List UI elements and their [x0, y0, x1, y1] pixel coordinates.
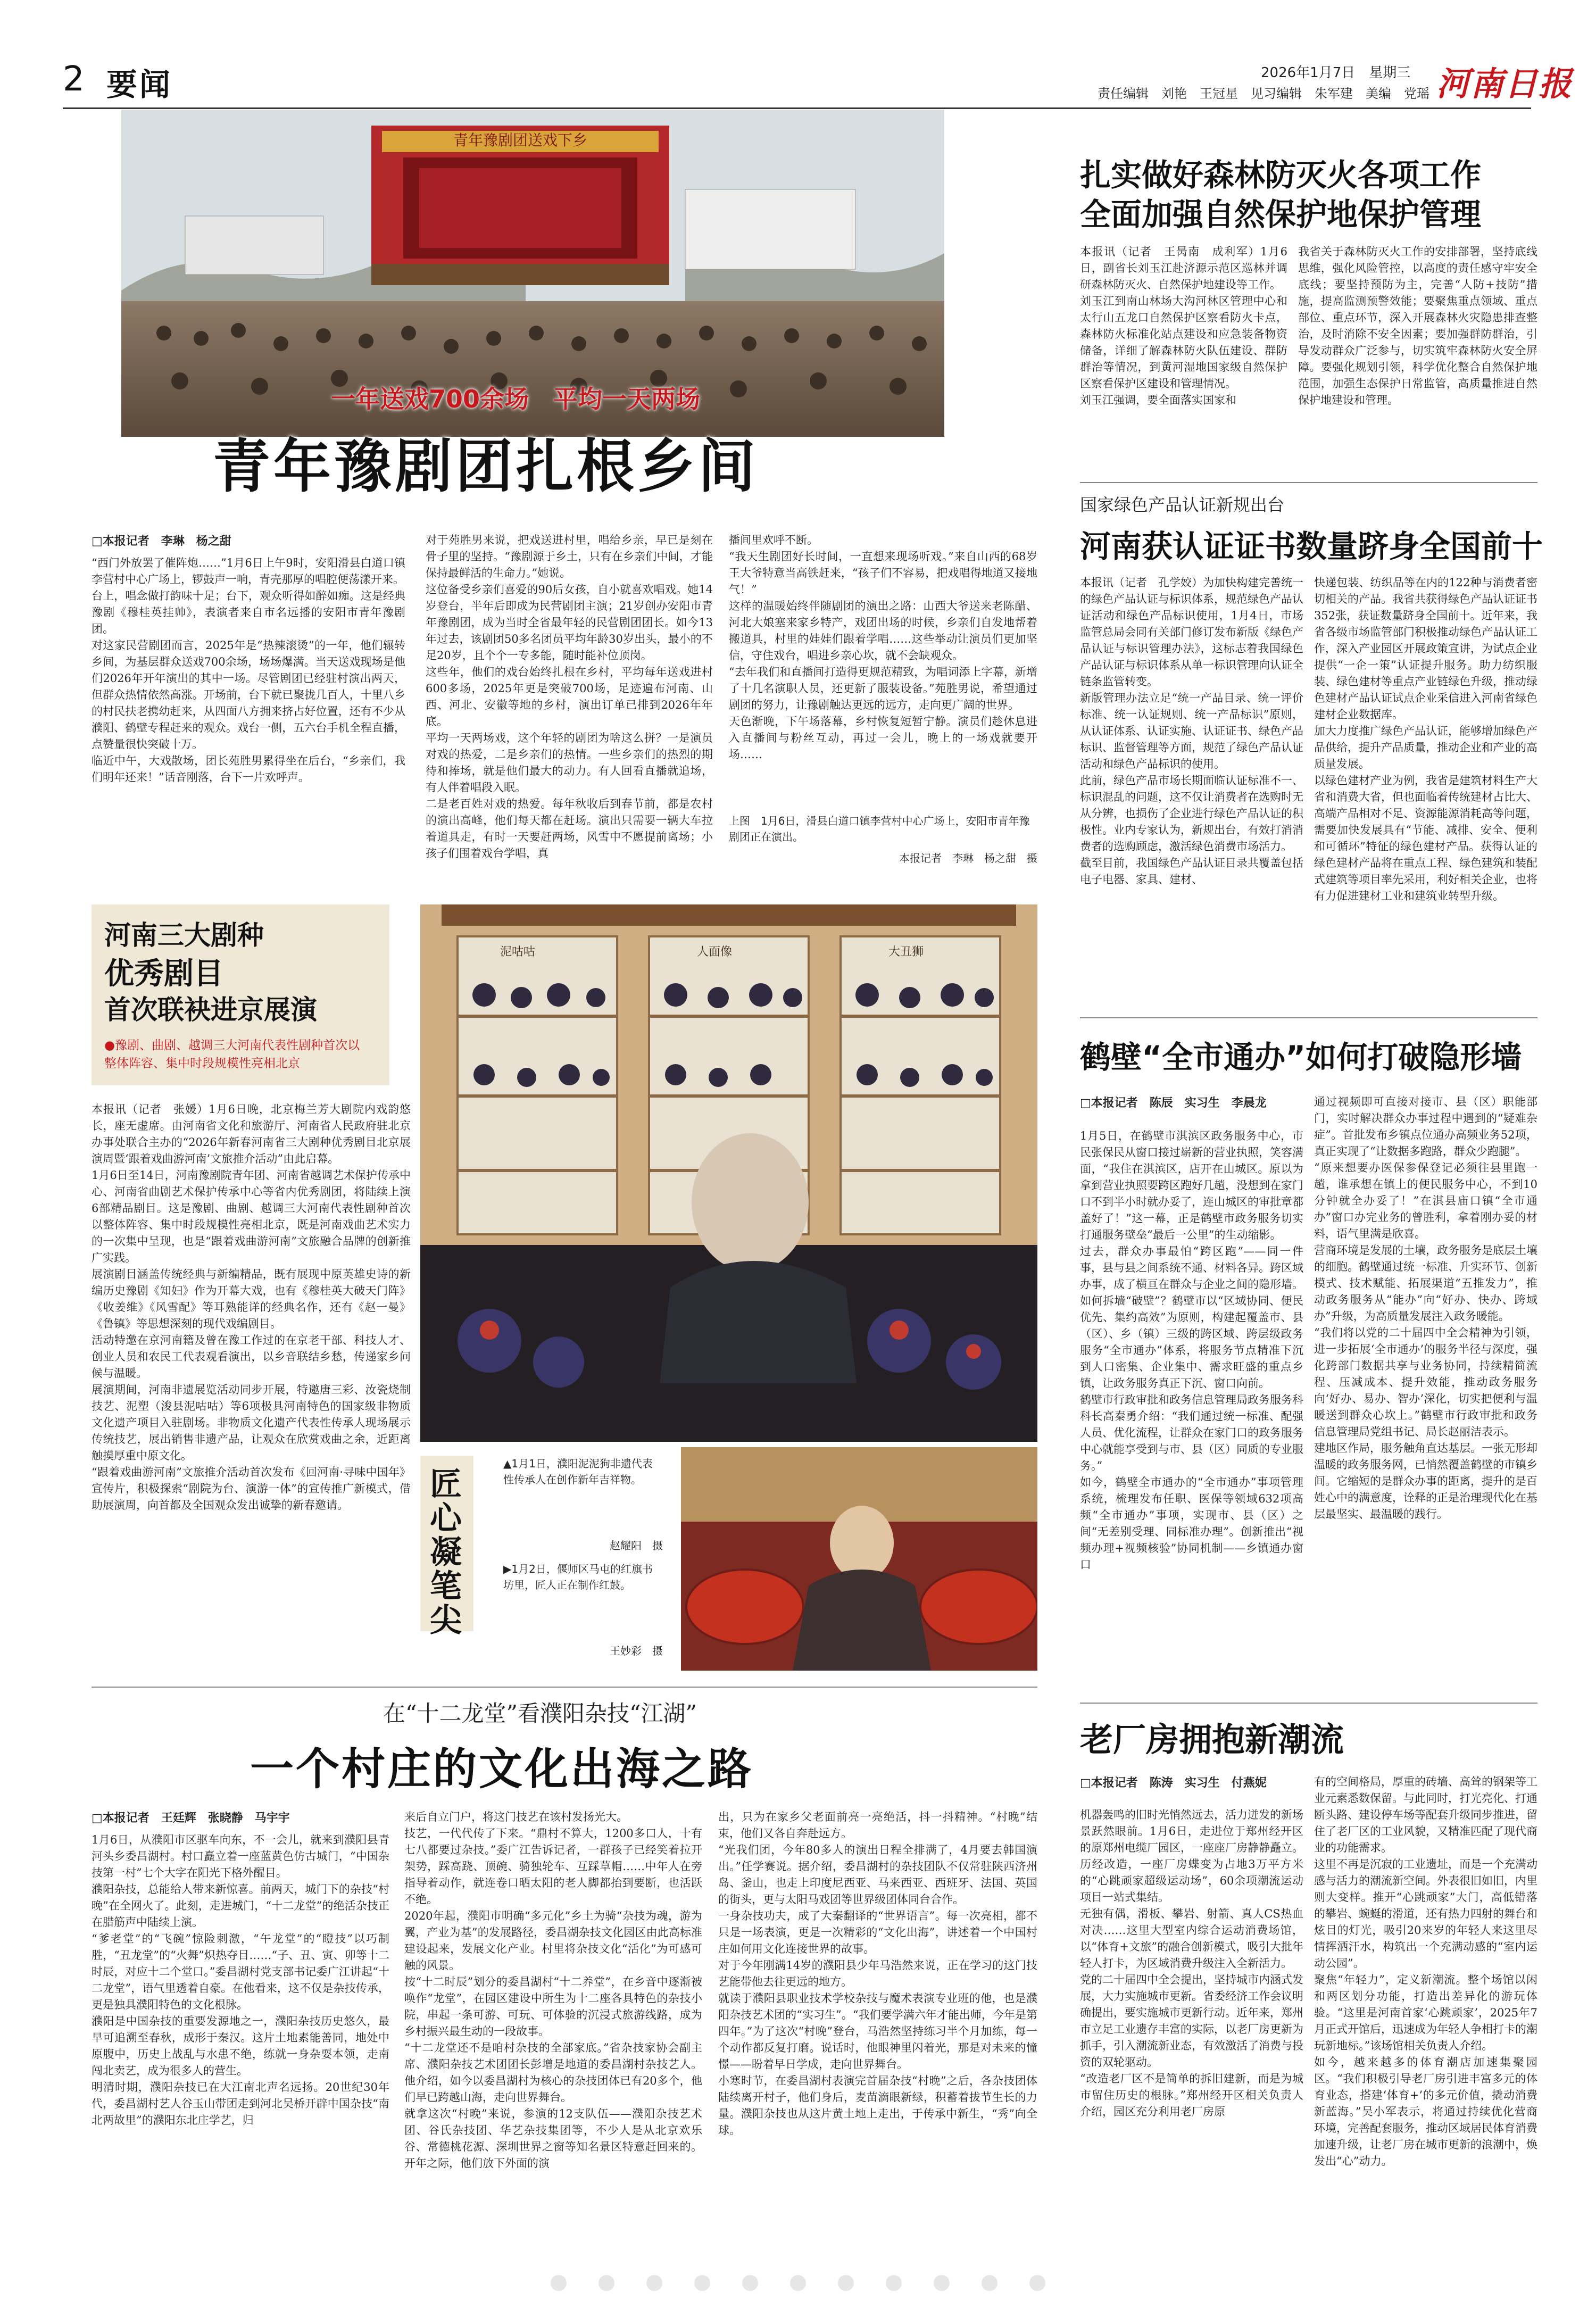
- story6-column-1: 本报讯（记者 孔学姣）为加快构建完善统一的绿色产品认证与标识体系，规范绿色产品认证活动和绿色产品标识使用，1月4日，市场监管总局会同有关部门修订发布新版《绿色产品认证与标识管理办法》，这标志着我国绿色产品认证与标识体系从单一标识管理向认证全链条监管转变。 新版管理办法立足“统一产品目录、统一评价标准、统一认证规则、统一产品标识”原则，从认证体系、认证实施、认证证书、绿色产品标识、监督管理等方面，规范了绿色产品认证活动和绿色产品标识的使用。 此前，绿色产品市场长期面临认证标准不一、标识混乱的问题，这不仅让消费者在选购时无从分辨，也损伤了企业进行绿色产品认证的积极性。业内专家认为，新规出台，有效打消消费者的选购顾虑，激活绿色消费市场活力。 截至目前，我国绿色产品认证目录共覆盖包括电子电器、家具、建材、: [1080, 576, 1303, 886]
- story8-byline: □本报记者 陈涛 实习生 付燕妮: [1080, 1776, 1267, 1790]
- page-dot: [790, 2275, 806, 2291]
- page-dot: [1029, 2275, 1045, 2291]
- header-rule: [63, 107, 1531, 109]
- story4-column-1: 1月6日，从濮阳市区驱车向东，不一会儿，就来到濮阳县青河头乡委昌湖村。村口矗立着一座蓝黄色仿古城门，“中国杂技第一村”七个大字在阳光下格外醒目。 濮阳杂技，总能给人带来新惊喜。前两天，城门下的杂技“村晚”在全网火了。此刻，走进城门，“十二龙堂”的绝活杂技正在腊筋声中陆续上演。 “爹老堂”的“飞碗”惊险刺激，“午龙堂”的“瞪技”以巧制胜，“丑龙堂”的“火舞”炽热夺目……“子、丑、寅、卯等十二时辰，对应十二个堂口。”委昌湖村党支部书记委广江讲起“十二龙堂”，语气里透着自豪。在他看来，这不仅是杂技传承，更是独具濮阳特色的文化根脉。 濮阳是中国杂技的重要发源地之一，濮阳杂技历史悠久，最早可追溯至春秋，成形于秦汉。这片土地素能善同，地处中原腹中，历史上战乱与水患不绝，练就一身杂耍本领，走南闯北卖艺，成为很多人的营生。 明清时期，濮阳杂技已在大江南北声名远扬。20世纪30年代，委昌湖村艺人谷玉山带团走到河北吴桥开辟中国杂技“南北两故里”的濮阳东北庄学艺，归: [92, 1833, 389, 2127]
- story5-headline-1: 扎实做好森林防灭火各项工作: [1080, 157, 1482, 193]
- story5-headline-2: 全面加强自然保护地保护管理: [1080, 196, 1482, 233]
- story3-small-photo: [681, 1447, 1037, 1671]
- story2-headline-2: 优秀剧目: [104, 957, 223, 991]
- story3-credit-1: 赵耀阳 摄: [610, 1539, 663, 1552]
- story8-headline: 老厂房拥抱新潮流: [1080, 1720, 1344, 1759]
- story3-label-char-4: 笔: [430, 1568, 462, 1605]
- story7-column-1: 1月5日，在鹤壁市淇滨区政务服务中心，市民张保民从窗口接过崭新的营业执照，笑容满面，“我住在淇滨区，店开在山城区。原以为拿到营业执照要跨区跑好几趟，没想到在家门口不到半小时就办妥了，连山城区的审批章都盖好了！”这一幕，正是鹤壁市政务服务切实打通服务壁垒“最后一公里”的生动缩影。 过去，群众办事最怕“跨区跑”——同一件事，县与县之间系统不通、材料各异。跨区域办事，成了横亘在群众与企业之间的隐形墙。 如何拆墙“破壁”？鹤壁市以“区域协同、便民优先、集约高效”为原则，构建起覆盖市、县（区）、乡（镇）三级的跨区域、跨层级政务服务“全市通办”体系，将服务节点精准下沉到人口密集、企业集中、需求旺盛的重点乡镇，让政务服务真正下沉、窗口向前。 鹤壁市行政审批和政务信息管理局政务服务科科长高秦勇介绍：“我们通过统一标准、配强人员、优化流程，让群众在家门口的政务服务中心就能享受到与市、县（区）同质的专业服务。” 如今，鹤壁全市通办的“全市通办”事项管理系统，梳理发布任职、医保等领域632项高频“全市通办”事项，实现市、县（区）之间“无差别受理、同标准办理”。创新推出“视频办理+视频核验”协同机制——乡镇通办窗口: [1080, 1130, 1303, 1571]
- story7-column-2: 通过视频即可直接对接市、县（区）职能部门，实时解决群众办事过程中遇到的“疑难杂症”。首批发布乡镇点位通办高频业务52项，真正实现了“让数据多跑路，群众少跑腿”。 “原来想要办医保参保登记必须往县里跑一趟，谁承想在镇上的便民服务中心，不到10分钟就全办妥了！”在淇县庙口镇“全市通办”窗口办完业务的曾胜利，拿着刚办妥的材料，语气里满是欣喜。 营商环境是发展的土壤，政务服务是底层土壤的细胞。鹤壁通过统一标准、升实环节、创新模式、技术赋能、拓展渠道“五推发力”，推动政务服务从“能办”向“好办、快办、跨域办”升级，为高质量发展注入政务暖能。 “我们将以党的二十届四中全会精神为引领，进一步拓展‘全市通办’的服务半径与深度，强化跨部门数据共享与业务协同，持续精简流程、压减成本、提升效能，推动政务服务向‘好办、易办、智办’深化，切实把便利与温暖送到群众心坎上。”鹤壁市行政审批和政务信息管理局党组书记、局长赵丽洁表示。 建地区作局，服务触角直达基层。一张无形却温暖的政务服务网，已悄然覆盖鹤壁的市镇乡间。它缩短的是群众办事的距离，提升的是百姓心中的满意度，诠释的正是治理现代化在基层最坚实、最温暖的践行。: [1314, 1095, 1537, 1521]
- story1-column-1: “西门外放罢了催阵炮……”1月6日上午9时，安阳滑县白道口镇李营村中心广场上，锣鼓声一响，青壳那厚的唱腔便荡漾开来。 台上，唱念做打韵味十足；台下，观众听得如醉如痴。这是经典豫剧《穆桂英挂帅》，表演者来自市名远播的安阳市青年豫剧团。 对这家民营剧团而言，2025年是“热辣滚烫”的一年，他们辗转乡间，为基层群众送戏700余场，场场爆满。当天送戏现场是他们2026年开年演出的其中一场。尽管剧团已经驻村演出两天，但群众热情依然高涨。开场前，台下就已聚拢几百人，十里八乡的村民扶老携幼赶来，从四面八方拥来挤占好位置，还有不少从濮阳、鹤壁专程赶来的观众。戏台一侧，五六台手机全程直播，点赞量很快突破十万。 临近中午，大戏散场，团长苑胜男累得坐在后台，“乡亲们，我们明年还来！”话音刚落，台下一片欢呼声。: [92, 557, 405, 784]
- story1-headline: 青年豫剧团扎根乡间: [213, 434, 759, 500]
- shelf-sign-2: 人面像: [697, 945, 733, 959]
- story2-subhead: ●豫剧、曲剧、越调三大河南代表性剧种首次以整体阵容、集中时段规模性亮相北京: [104, 1039, 360, 1070]
- story3-label-char-3: 凝: [430, 1534, 462, 1571]
- page-dot: [694, 2275, 710, 2291]
- story6-headline: 河南获认证证书数量跻身全国前十: [1080, 528, 1543, 564]
- section-name: 要闻: [106, 67, 173, 103]
- story1-column-2: 对于苑胜男来说，把戏送进村里，唱给乡亲，早已是刻在骨子里的坚持。“豫剧源于乡土，只有在乡亲们中间，才能保持最鲜活的生命力。”她说。 这位备受乡亲们喜爱的90后女孩，自小就喜欢唱戏。她14岁登台，半年后即成为民营剧团主演；21岁创办安阳市青年豫剧团，成为当时全省最年轻的民营剧团团长。如今13年过去，该剧团50多名团员平均年龄30岁出头，最小的不足20岁，且个个一专多能，随时能补位顶岗。 这些年，他们的戏台始终扎根在乡村，平均每年送戏进村600多场，2025年更是突破700场，足迹遍布河南、山西、河北、安徽等地的乡村，演出订单已排到2026年年底。 平均一天两场戏，这个年轻的剧团为啥这么拼？一是演员对戏的热爱，二是乡亲们的热情。一些乡亲们的热烈的期待和捧场，就是他们最大的动力。有人回看直播就追场，有人伴着唱段入眠。 二是老百姓对戏的热爱。每年秋收后到春节前，都是农村的演出高峰，他们每天都在赶场。演出只需要一辆大车拉着道具走，有时一天要赶两场，风雪中不愿提前离场；小孩子们围着戏台学唱，真: [426, 534, 713, 860]
- page-indicator: [0, 2275, 1596, 2293]
- story7-byline: □本报记者 陈辰 实习生 李晨龙: [1080, 1097, 1267, 1110]
- page-number: 2: [63, 60, 85, 99]
- story1-byline: □本报记者 李琳 杨之甜: [92, 535, 231, 548]
- story3-label-char-1: 匠: [430, 1466, 462, 1503]
- page-dot: [886, 2275, 902, 2291]
- story4-headline: 一个村庄的文化出海之路: [250, 1744, 754, 1795]
- story6-kicker: 国家绿色产品认证新规出台: [1080, 495, 1285, 515]
- story2-headline-3: 首次联袂进京展演: [104, 994, 317, 1025]
- shelf-sign-3: 大丑狮: [888, 945, 924, 959]
- story4-kicker: 在“十二龙堂”看濮阳杂技“江湖”: [383, 1700, 697, 1726]
- story3-main-photo: [420, 904, 1037, 1442]
- story7-headline: 鹤壁“全市通办”如何打破隐形墙: [1080, 1039, 1522, 1075]
- story4-top-rule: [92, 1687, 1037, 1688]
- page-dot: [838, 2275, 854, 2291]
- stage-banner: 青年豫剧团送戏下乡: [453, 131, 587, 149]
- page-dot: [934, 2275, 950, 2291]
- story8-column-1: 机器轰鸣的旧时光悄然远去，活力迸发的新场景跃然眼前。1月6日，走进位于郑州经开区的原郑州电缆厂园区，一座座厂房静静矗立。历经改造，一座厂房蝶变为占地3万平方米的“心跳顽家超级运动场”，60余项潮流运动项目一站式集结。 无独有偶，滑板、攀岩、射箭、真人CS热血对决……这里大型室内综合运动消费场馆，以“体育+文旅”的融合创新模式，吸引大批年轻人打卡，为区域消费升级注入全新活力。 党的二十届四中全会提出，坚持城市内涵式发展，大力实施城市更新。省委经济工作会议明确提出，要实施城市更新行动。近年来，郑州市立足工业遗存丰富的实际，以老厂房更新为抓手，引入潮流新业态，有效激活了消费与投资的双轮驱动。 “改造老厂区不是简单的拆旧建新，而是为城市留住历史的根脉。”郑州经开区相关负责人介绍，园区充分利用老厂房原: [1080, 1808, 1303, 2118]
- story1-photo-credit: 本报记者 李琳 杨之甜 摄: [899, 852, 1037, 865]
- page-dot: [646, 2275, 662, 2291]
- story5-column-2: 我省关于森林防灭火工作的安排部署，坚持底线思维，强化风险管控，以高度的责任感守牢安全底线；要坚持预防为主，完善“人防+技防”措施，提高监测预警效能；要聚焦重点领域、重点部位、重点环节，深入开展森林火灾隐患排查整治，及时消除不安全因素；要加强群防群治，引导发动群众广泛参与，切实筑牢森林防火安全屏障。要强化规划引领，科学优化整合自然保护地范围，加强生态保护日常监管，高质量推进自然保护地建设和管理。: [1298, 245, 1537, 406]
- story1-column-3: 播间里欢呼不断。 “我天生剧团好长时间，一直想来现场听戏。”来自山西的68岁王大爷特意当高铁赶来，“孩子们不容易，把戏唱得地道又接地气！” 这样的温暖始终伴随剧团的演出之路：山西大爷送来老陈醋、河北大娘塞来家乡特产，戏团出场的时候，乡亲们自发地帮着搬道具，村里的娃娃们跟着学唱……这些举动让演员们更加坚信，守住戏台，唱进乡亲心坎，就不会缺观众。 “去年我们和直播间打造得更规范精致，为唱词添上字幕，新增了十几名演职人员，还更新了服装设备。”苑胜男说，希望通过剧团的努力，让豫剧触达更远的远方，走向更广阔的世界。 天色渐晚，下午场落幕，乡村恢复短暂宁静。演员们趁休息进入直播间与粉丝互动，再过一会儿，晚上的一场戏就要开场……: [729, 534, 1037, 761]
- page-dot: [742, 2275, 758, 2291]
- story3-caption-2: ▶1月2日，偃师区马屯的红旗书坊里，匠人正在制作红鼓。: [503, 1563, 653, 1591]
- issue-date: 2026年1月7日 星期三: [1261, 65, 1411, 81]
- story5-column-1: 本报讯（记者 王昺南 成利军）1月6日，副省长刘玉江赴济源示范区巡林并调研森林防灭火、自然保护地建设等工作。 刘玉江到南山林场大沟河林区管理中心和太行山五龙口自然保护区察看防火卡点，森林防火标准化站点建设和应急装备物资储备，详细了解森林防火队伍建设、群防群治等情况，到黄河湿地国家级自然保护区察看保护区建设和管理情况。 刘玉江强调，要全面落实国家和: [1080, 245, 1287, 406]
- story8-top-rule: [1080, 1703, 1537, 1704]
- page-dot: [598, 2275, 614, 2291]
- story8-column-2: 有的空间格局，厚重的砖墙、高耸的钢架等工业元素悉数保留。与此同时，打光亮化、打通断头路、建设停车场等配套升级同步推进，留住了老厂区的工业风貌，又精准匹配了现代商业的功能需求。 这里不再是沉寂的工业遗址，而是一个充满动感与活力的潮流新空间。外表很旧如旧，内里则大变样。推开“心跳顽家”大门，高低错落的攀岩、蜿蜒的滑道，还有热力四射的舞台和炫目的灯光，吸引20来岁的年轻人来这里尽情挥洒汗水，构筑出一个充满动感的“室内运动公园”。 聚焦“年轻力”，定义新潮流。整个场馆以闲和两区划分功能，打造出差异化的游玩体验。“这里是河南首家‘心跳顽家’，2025年7月正式开馆后，迅速成为年轻人争相打卡的潮玩新地标。”该场馆相关负责人介绍。 如今，越来越多的体育潮店加速集聚园区。“我们积极引导老厂房引进丰富多元的体育业态，搭建‘体育+’的多元价值，撬动消费新蓝海。”吴小军表示，将通过持续优化营商环境，完善配套服务，推动区域居民体育消费加速升级，让老厂房在城市更新的浪潮中，焕发出“心”动力。: [1314, 1775, 1537, 2168]
- story7-top-rule: [1080, 1017, 1537, 1018]
- story6-column-2: 快递包装、纺织品等在内的122种与消费者密切相关的产品。我省共获得绿色产品认证证书352张，获证数量跻身全国前十。近年来，我省各级市场监管部门积极推动绿色产品认证工作，深入产业园区开展政策宣讲，为试点企业提供“一企一策”认证提升服务。助力纺织服装、绿色建材等重点产业链绿色升级，推动绿色建材产品认证试点企业采信进入河南省绿色建材企业数据库。 加大力度推广绿色产品认证，能够增加绿色产品供给，提升产品质量，推动企业和产业的高质量发展。 以绿色建材产业为例，我省是建筑材料生产大省和消费大省，但也面临着传统建材占比大、高端产品相对不足、资源能源消耗高等问题，需要加快发展具有“节能、减排、安全、便利和可循环”特征的绿色建材产品。获得认证的绿色建材产品将在重点工程、绿色建筑和装配式建筑等项目率先采用，利好相关企业，也将有力促进建材工业和建筑业转型升级。: [1314, 576, 1537, 902]
- story3-credit-2: 王妙彩 摄: [610, 1645, 663, 1657]
- story4-column-2: 来后自立门户，将这门技艺在该村发扬光大。 技艺，一代代传了下来。“鼎村不算大，1200多口人，十有七八都要过杂技。”委广江告诉记者，一群孩子已经笑着拉开架势，踩高跷、顶碗、骑独轮车、互踩草帽……中年人在旁指导着动作，就连卷口晒太阳的老人脚都抬到要断，也活跃不绝。 2020年起，濮阳市明确“多元化”乡土为骑“杂技为魂，游为翼，产业为基”的发展路径，委昌湖杂技文化园区由此高标准建设起来，发展文化产业。村里将杂技文化“活化”为可感可触的风景。 按“十二时辰”划分的委昌湖村“十二养堂”，在乡音中逐渐被唤作“龙堂”，在园区建设中所生为十二座各具特色的杂技小院，串起一条可游、可玩、可体验的沉浸式旅游线路，成为乡村振兴最生动的一段故事。 “十二龙堂还不是咱村杂技的全部家底。”省杂技家协会副主席、濮阳杂技艺术团团长彭增是地道的委昌湖村杂技艺人。他介绍，如今以委昌湖村为核心的杂技团体已有20多个，他们早已跨越山海，走向世界舞台。 就拿这次“村晚”来说，参演的12支队伍——濮阳杂技艺术团、谷氏杂技团、华艺杂技集团等，不少人是从北京欢乐谷、常德桃花源、深圳世界之窗等知名景区特意赶回来的。开年之际，他们放下外面的演: [404, 1811, 702, 2170]
- shelf-sign-1: 泥咕咕: [500, 945, 536, 959]
- page-dot: [982, 2275, 998, 2291]
- story3-label-char-2: 心: [430, 1500, 462, 1537]
- story3-caption-1: ▲1月1日，濮阳泥泥狗非遗代表性传承人在创作新年吉祥物。: [503, 1457, 653, 1486]
- story2-body: 本报讯（记者 张媛）1月6日晚，北京梅兰芳大剧院内戏韵悠长，座无虚席。由河南省文化和旅游厅、河南省人民政府驻北京办事处联合主办的“2026年新春河南省三大剧种优秀剧目北京展演周暨‘跟着戏曲游河南’文旅推介活动”由此启幕。 1月6日至14日，河南豫剧院青年团、河南省越调艺术保护传承中心、河南省曲剧艺术保护传承中心等省内优秀剧团，将陆续上演6部精品剧目。这是豫剧、曲剧、越调三大河南代表性剧种首次以整体阵容、集中时段规模性亮相北京，既是河南戏曲艺术实力的一次集中呈现，也是“跟着戏曲游河南”文旅融合品牌的创新推广实践。 展演剧目涵盖传统经典与新编精品，既有展现中原英雄史诗的新编历史豫剧《知妇》作为开幕大戏，也有《穆桂英大破天门阵》《收姜维》《风雪配》等耳熟能详的经典名作，还有《赵一曼》《鲁镇》等思想深刻的现代戏编剧目。 活动特邀在京河南籍及曾在豫工作过的在京老干部、科技人才、创业人员和农民工代表观看演出，以乡音联结乡愁，传递家乡问候与温暖。 展演期间，河南非遗展览活动同步开展，特邀唐三彩、汝瓷烧制技艺、泥塑（浚县泥咕咕）等6项极具河南特色的国家级非物质文化遗产项目入驻剧场。非物质文化遗产代表性传承人现场展示传统技艺，展出销售非遗产品，让观众在欣赏戏曲之余，近距离触摸厚重中原文化。 “跟着戏曲游河南”文旅推介活动首次发布《回河南·寻味中国年》宣传片，积极探索“剧院为台、演游一体”的宣传推广新模式，借助展演周，向首都及全国观众发出诚挚的新春邀请。: [92, 1103, 411, 1512]
- editor-credits: 责任编辑 刘艳 王冠星 见习编辑 朱军建 美编 党瑶: [1098, 86, 1429, 101]
- story6-top-rule: [1080, 482, 1537, 483]
- story1-photo-caption: 上图 1月6日，滑县白道口镇李营村中心广场上，安阳市青年豫剧团正在演出。: [729, 815, 1030, 843]
- story4-column-3: 出，只为在家乡父老面前亮一亮绝活，抖一抖精神。“村晚”结束，他们又各自奔赴远方。 “光我们团，今年80多人的演出日程全排满了，4月要去韩国演出。”任学赛说。据介绍，委昌湖村的杂技团队不仅常驻陕西济州岛、釜山，也走上印度尼西亚、马来西亚、西班牙、法国、英国的街头，更与太阳马戏团等世界级团体同台合作。 一身杂技功夫，成了大秦翻译的“世界语言”。每一次亮相，都不只是一场表演，更是一次精彩的“文化出海”，讲述着一个中国村庄如何用文化连接世界的故事。 对于今年刚满14岁的濮阳县少年马浩然来说，正在学习的这门技艺能带他去往更远的地方。 就读于濮阳县职业技术学校杂技与魔术表演专业班的他，也是濮阳杂技艺术团的“实习生”。“我们要学满六年才能出师，今年是第四年。”为了这次“村晚”登台，马浩然坚持练习半个月加练，每一个动作都反复打磨。说话时，他眼神里闪着光，那是对未来的憧憬——盼着早日学成，走向世界舞台。 小寒时节，在委昌湖村表演完首届杂技“村晚”之后，各杂技团体陆续离开村子，他们身后，麦苗滴眼新绿，积蓄着拔节生长的力量。濮阳杂技也从这片黄土地上走出，于传承中新生，“秀”向全球。: [718, 1811, 1037, 2137]
- story1-kicker: 一年送戏700余场 平均一天两场: [331, 385, 701, 413]
- story2-headline-1: 河南三大剧种: [104, 920, 264, 951]
- page-dot: [551, 2275, 567, 2291]
- story3-label-char-5: 尖: [430, 1602, 462, 1639]
- newspaper-logo: 河南日报: [1436, 64, 1573, 103]
- story4-byline: □本报记者 王廷辉 张晓静 马宇宇: [92, 1812, 290, 1825]
